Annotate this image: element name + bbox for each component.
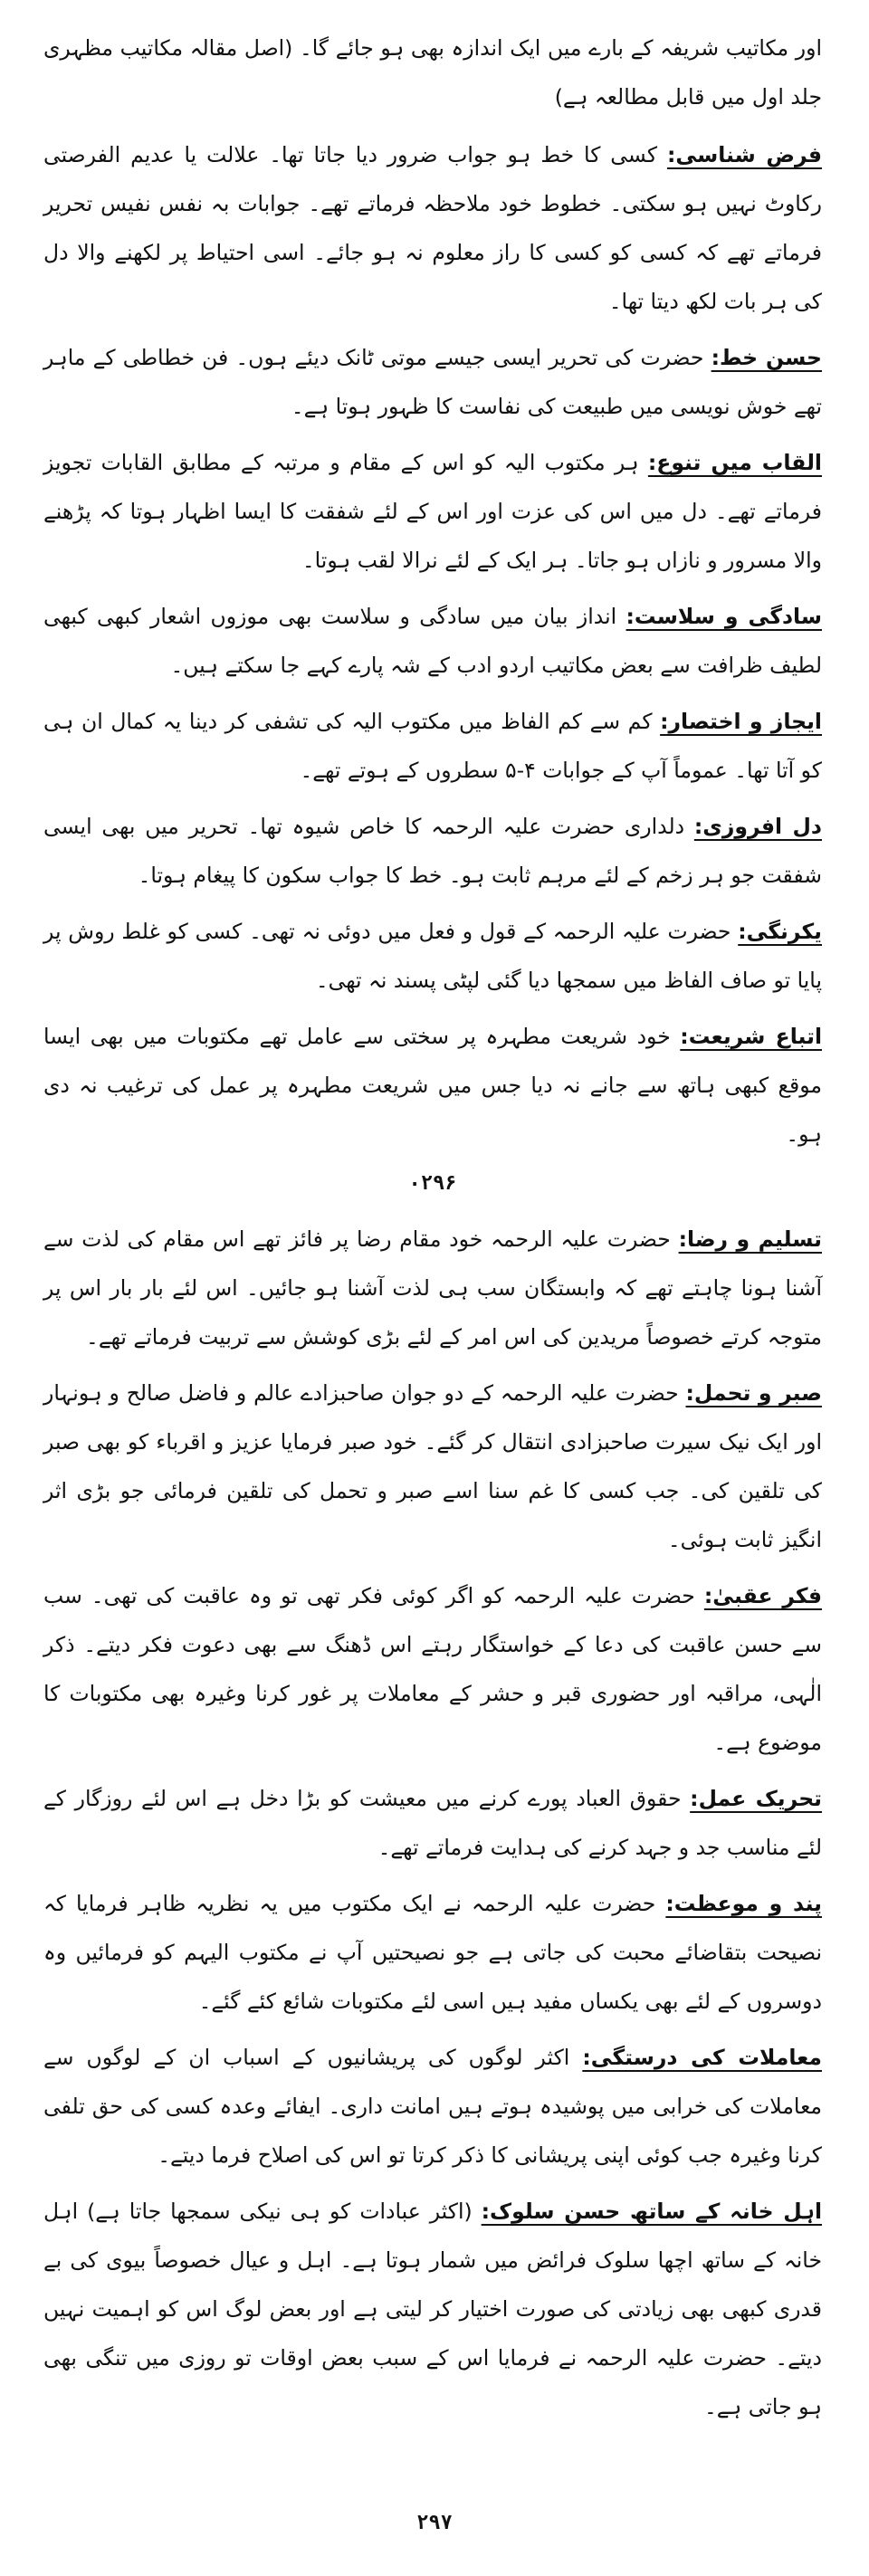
section-heading: القاب میں تنوع: [647,450,822,475]
section-heading: دل افروزی: [693,814,822,839]
section-family [43,2187,822,2431]
section-text: کسی کا خط ہو جواب ضرور دیا جاتا تھا۔ علالت یا عدیم الفرصتی رکاوٹ نہیں ہو سکتی۔ خطوط خود ملاحظہ فرماتے تھے۔ جوابات بہ نفس نفیس تحریر فرماتے تھے کہ کسی کو کسی کا راز معلوم نہ ہو جائے۔ اسی احتیاط پر لکھنے والا دل کی ہر بات لکھ دیتا تھا۔ [43,142,822,314]
section-text: دلداری حضرت علیہ الرحمہ کا خاص شیوہ تھا۔ تحریر میں بھی ایسی شفقت جو ہر زخم کے لئے مرہم ثابت ہو۔ خط کا جواب سکون کا پیغام ہوتا۔ [43,814,822,888]
section-text: حضرت علیہ الرحمہ خود مقام رضا پر فائز تھے اس مقام کی لذت سے آشنا ہونا چاہتے تھے کہ وابستگان سب ہی لذت آشنا ہو جائیں۔ اس لئے بار بار اس پر متوجہ کرتے خصوصاً مریدین کی اس امر کے لئے بڑی کوشش سے تربیت فرماتے تھے۔ [43,1226,822,1350]
section-action [43,1774,822,1872]
section-text: حضرت علیہ الرحمہ کے قول و فعل میں دوئی نہ تھی۔ کسی کو غلط روش پر پایا تو صاف الفاظ میں سمجھا دیا گئی لپٹی پسند نہ تھی۔ [43,919,822,993]
section-heading: سادگی و سلاست: [625,604,822,629]
section-patience [43,1369,822,1564]
section-heading: معاملات کی درستگی: [582,2045,822,2070]
page-number-bottom: ۲۹۷ [416,2512,453,2534]
page-number: ۰۲۹۶ [408,1172,457,1195]
section-brevity [43,697,822,795]
section-heading: اہل خانہ کے ساتھ حسن سلوک: [481,2199,822,2224]
section-duty [43,130,822,326]
section-text: حضرت علیہ الرحمہ کو اگر کوئی فکر تھی تو وہ عاقبت کی تھی۔ سب سے حسن عاقبت کی دعا کے خواستگار رہتے اس ڈھنگ سے بھی دعوت فکر دیتے۔ ذکر الٰہی، مراقبہ اور حضوری قبر و حشر کے معاملات پر غور کرنا وغیرہ بھی مکتوبات کا موضوع ہے۔ [43,1583,822,1755]
section-sincerity [43,907,822,1005]
section-heading: یکرنگی: [738,919,822,944]
section-simplicity [43,592,822,690]
section-heading: صبر و تحمل: [685,1380,822,1406]
intro-text: اور مکاتیب شریفہ کے بارے میں ایک اندازہ بھی ہو جائے گا۔ (اصل مقالہ مکاتیب مظہری جلد اول میں قابل مطالعہ ہے) [43,35,822,110]
section-text: حقوق العباد پورے کرنے میں معیشت کو بڑا دخل ہے اس لئے روزگار کے لئے مناسب جد و جہد کرنے کی ہدایت فرماتے تھے۔ [43,1786,822,1860]
section-heading: ایجاز و اختصار: [660,709,822,734]
intro-paragraph [43,24,822,121]
section-text: حضرت علیہ الرحمہ نے ایک مکتوب میں یہ نظریہ ظاہر فرمایا کہ نصیحت بتقاضائے محبت کی جاتی ہے جو نصیحتیں آپ نے مکتوب الیہم کو فرمائیں وہ دوسروں کے لئے بھی یکساں مفید ہیں اسی لئے مکتوبات شائع کئے گئے۔ [43,1891,822,2014]
section-text: انداز بیان میں سادگی و سلاست بھی موزوں اشعار کبھی کبھی لطیف ظرافت سے بعض مکاتیب اردو ادب کے شہ پارے کہے جا سکتے ہیں۔ [43,604,822,678]
section-dealings [43,2033,822,2180]
section-heading: فکر عقبیٰ: [703,1583,822,1608]
section-heading: تحریک عمل: [690,1786,822,1811]
section-text: کم سے کم الفاظ میں مکتوب الیہ کی تشفی کر دینا یہ کمال ان ہی کو آتا تھا۔ عموماً آپ کے جوابات ۴-۵ سطروں کے ہوتے تھے۔ [43,709,822,783]
section-text: حضرت کی تحریر ایسی جیسے موتی ٹانک دیئے ہوں۔ فن خطاطی کے ماہر تھے خوش نویسی میں طبیعت کی نفاست کا ظہور ہوتا ہے۔ [43,345,822,419]
section-hereafter [43,1571,822,1767]
section-titles [43,438,822,585]
section-heading: اتباع شریعت: [680,1024,822,1049]
section-heading: پند و موعظت: [665,1891,822,1916]
section-comfort [43,802,822,900]
section-text: اکثر لوگوں کی پریشانیوں کے اسباب ان کے لوگوں سے معاملات کی خرابی میں پوشیدہ ہوتے ہیں امانت داری۔ ایفائے وعدہ کسی کی حق تلفی کرنا وغیرہ جب کوئی اپنی پریشانی کا ذکر کرتا تو اس کی اصلاح فرما دیتے۔ [43,2045,822,2168]
section-heading: تسلیم و رضا: [678,1226,822,1252]
section-heading: حسن خط: [711,345,822,370]
section-advice [43,1879,822,2026]
section-text: (اکثر عبادات کو ہی نیکی سمجھا جاتا ہے) اہل خانہ کے ساتھ اچھا سلوک فرائض میں شمار ہوتا ہے۔ اہل و عیال خصوصاً بیوی کی بے قدری کبھی بھی زیادتی کی صورت اختیار کر لیتی ہے اور بعض لوگ اس کو اہمیت نہیں دیتے۔ حضرت علیہ الرحمہ نے فرمایا اس کے سبب بعض اوقات تو روزی میں تنگی بھی ہو جاتی ہے۔ [43,2199,822,2419]
section-shariah [43,1012,822,1159]
section-text: ہر مکتوب الیہ کو اس کے مقام و مرتبہ کے مطابق القابات تجویز فرماتے تھے۔ دل میں اس کی عزت اور اس کے لئے شفقت کا ایسا اظہار ہوتا کہ پڑھنے والا مسرور و نازاں ہو جاتا۔ ہر ایک کے لئے نرالا لقب ہوتا۔ [43,450,822,573]
section-text: حضرت علیہ الرحمہ کے دو جوان صاحبزادے عالم و فاضل صالح و ہونہار اور ایک نیک سیرت صاحبزادی انتقال کر گئے۔ خود صبر فرمایا عزیز و اقرباء کو بھی صبر کی تلقین کی۔ جب کسی کا غم سنا اسے صبر و تحمل کی تلقین فرمائی جو بڑی اثر انگیز ثابت ہوئی۔ [43,1380,822,1552]
section-calligraphy [43,333,822,431]
section-submission [43,1215,822,1361]
section-heading: فرض شناسی: [666,142,822,167]
section-text: خود شریعت مطہرہ پر سختی سے عامل تھے مکتوبات میں بھی ایسا موقع کبھی ہاتھ سے جانے نہ دیا جس میں شریعت مطہرہ پر عمل کی ترغیب نہ دی ہو۔ [43,1024,822,1147]
